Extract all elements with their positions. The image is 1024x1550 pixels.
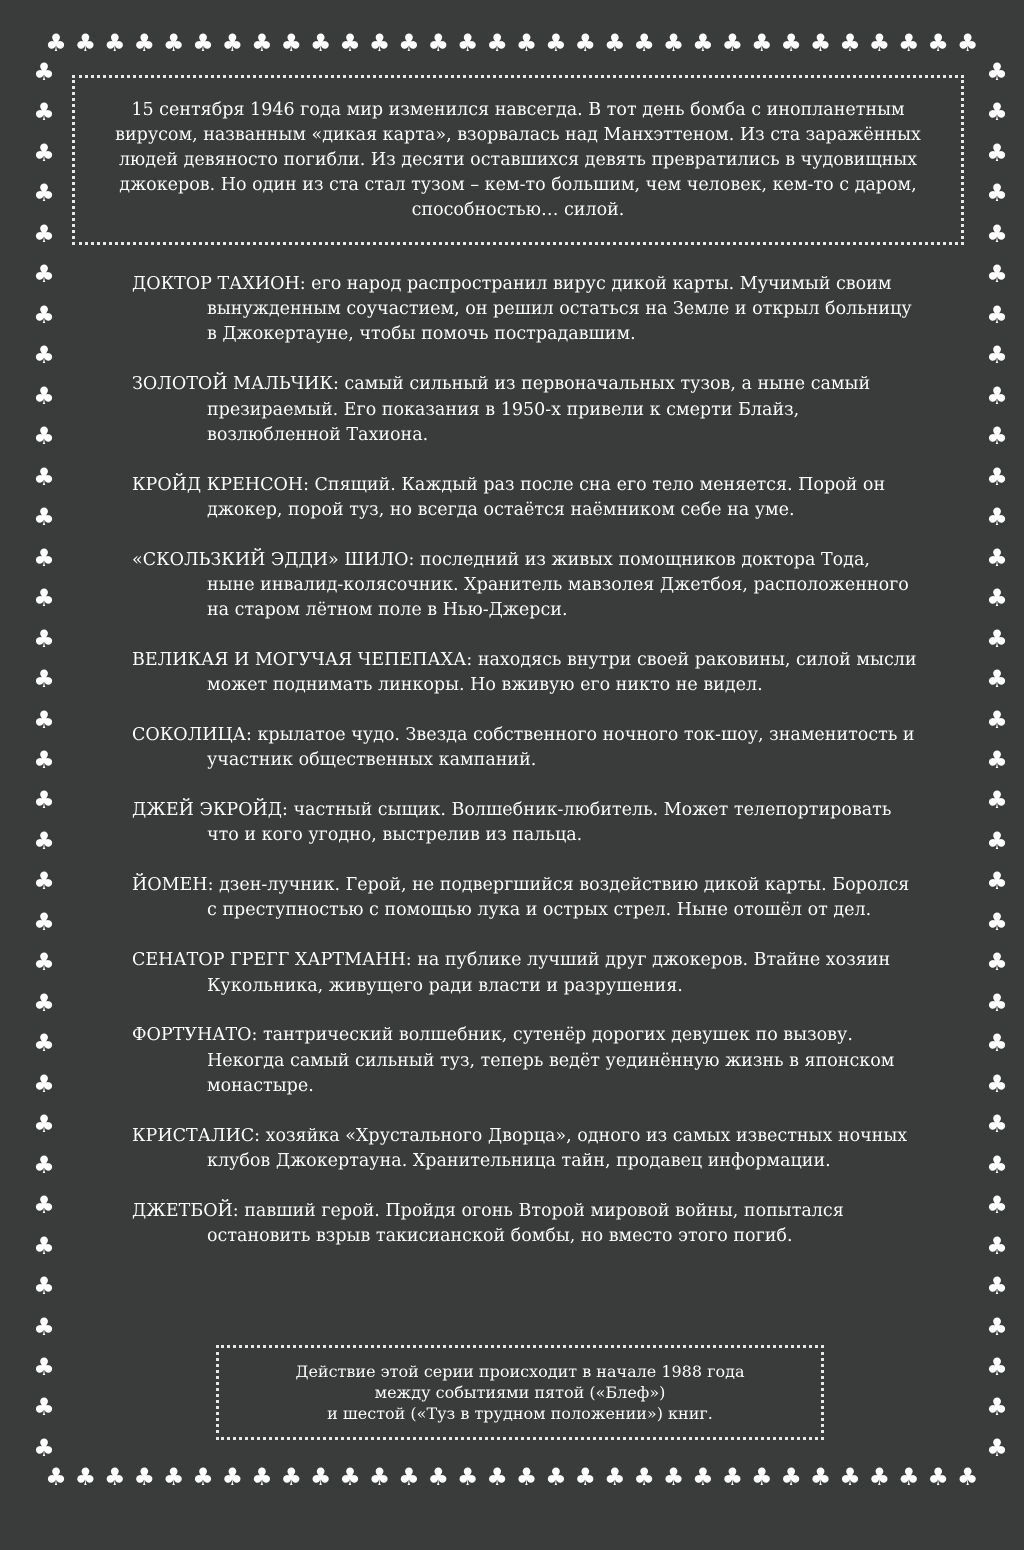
club-suit-icon: ♣ [750,1463,773,1491]
club-suit-icon: ♣ [574,29,597,57]
club-suit-icon: ♣ [33,300,55,329]
club-suit-icon: ♣ [162,29,185,57]
club-suit-icon: ♣ [33,98,55,127]
club-suit-icon: ♣ [986,543,1008,572]
club-suit-icon: ♣ [986,867,1008,896]
intro-text: 15 сентября 1946 года мир изменился навсегда. В тот день бомба с инопланетным вирусом, названным «дикая карта», взорвалась над Манхэттеном. Из ста заражённых людей девяносто погибли. Из десяти оставшихся девять превратились в чудовищных джокеров. Но один из ста стал тузом – кем-то большим, чем человек, кем-то с даром, способностью… силой. [115,99,921,220]
club-suit-icon: ♣ [721,29,744,57]
club-suit-icon: ♣ [986,1069,1008,1098]
club-suit-icon: ♣ [133,29,155,57]
club-suit-icon: ♣ [986,503,1008,532]
club-suit-icon: ♣ [162,1463,185,1491]
character-entry-golden-boy: ЗОЛОТОЙ МАЛЬЧИК: самый сильный из первоначальных тузов, а ныне самый презираемый. Его показания в 1950-х привели к смерти Блайз, возлюбленной Тахиона. [132,374,871,445]
club-suit-icon: ♣ [456,29,479,57]
club-suit-icon: ♣ [33,543,55,572]
club-suit-icon: ♣ [33,907,55,936]
club-suit-icon: ♣ [33,1110,55,1139]
club-suit-icon: ♣ [33,138,55,167]
club-suit-icon: ♣ [398,29,420,57]
club-suit-icon: ♣ [33,219,55,248]
club-suit-icon: ♣ [986,1231,1008,1260]
top-club-border [44,28,980,58]
club-suit-icon: ♣ [133,1463,155,1491]
club-suit-icon: ♣ [33,705,55,734]
club-suit-icon: ♣ [33,1029,55,1058]
series-note [295,1361,744,1424]
club-suit-icon: ♣ [251,29,273,57]
club-suit-icon: ♣ [986,665,1008,694]
character-entry-gregg-hartmann: СЕНАТОР ГРЕГГ ХАРТМАНН: на публике лучший друг джокеров. Втайне хозяин Кукольника, живущего ради власти и разрушения. [132,950,891,996]
club-suit-icon: ♣ [986,341,1008,370]
club-suit-icon: ♣ [486,29,508,57]
club-suit-icon: ♣ [956,1463,979,1491]
series-note-line: и шестой («Туз в трудном положении») книг. [327,1404,713,1423]
club-suit-icon: ♣ [33,1312,55,1341]
club-suit-icon: ♣ [33,624,55,653]
club-suit-icon: ♣ [839,29,861,57]
club-suit-icon: ♣ [427,1463,450,1491]
club-suit-icon: ♣ [986,300,1008,329]
club-suit-icon: ♣ [662,29,685,57]
club-suit-icon: ♣ [192,29,214,57]
character-list [132,272,922,1274]
club-suit-icon: ♣ [603,1463,626,1491]
intro-frame [72,75,964,245]
club-suit-icon: ♣ [986,1150,1008,1179]
club-suit-icon: ♣ [33,1272,55,1301]
series-note-line: Действие этой серии происходит в начале 1988 года [295,1362,745,1381]
club-suit-icon: ♣ [986,948,1008,977]
club-suit-icon: ♣ [986,826,1008,855]
club-suit-icon: ♣ [986,260,1008,289]
club-suit-icon: ♣ [986,422,1008,451]
club-suit-icon: ♣ [33,503,55,532]
club-suit-icon: ♣ [45,1463,67,1491]
club-suit-icon: ♣ [33,341,55,370]
club-suit-icon: ♣ [839,1463,861,1491]
club-suit-icon: ♣ [986,219,1008,248]
club-suit-icon: ♣ [986,58,1008,86]
club-suit-icon: ♣ [986,624,1008,653]
club-suit-icon: ♣ [692,29,714,57]
club-suit-icon: ♣ [33,1353,55,1381]
club-suit-icon: ♣ [780,1463,802,1491]
series-note-line: между событиями пятой («Блеф») [374,1383,666,1402]
club-suit-icon: ♣ [309,1463,332,1491]
club-suit-icon: ♣ [633,1463,655,1491]
club-suit-icon: ♣ [868,1463,891,1491]
club-suit-icon: ♣ [192,1463,214,1491]
character-entry-turtle: ВЕЛИКАЯ И МОГУЧАЯ ЧЕПЕПАХА: находясь внутри своей раковины, силой мысли может поднимать линкоры. Но вживую его никто не видел. [132,649,917,696]
club-suit-icon: ♣ [986,1272,1008,1301]
club-suit-icon: ♣ [986,745,1008,774]
club-suit-icon: ♣ [33,826,55,855]
club-suit-icon: ♣ [986,1312,1008,1341]
club-suit-icon: ♣ [986,1110,1008,1139]
club-suit-icon: ♣ [545,29,567,57]
club-suit-icon: ♣ [33,179,55,208]
series-note-frame [216,1345,824,1440]
club-suit-icon: ♣ [986,462,1008,491]
club-suit-icon: ♣ [45,29,67,57]
club-suit-icon: ♣ [927,1463,949,1491]
club-suit-icon: ♣ [986,381,1008,410]
club-suit-icon: ♣ [809,1463,832,1491]
club-suit-icon: ♣ [515,29,538,57]
club-suit-icon: ♣ [427,29,450,57]
character-entry-jay-ackroyd: ДЖЕЙ ЭКРОЙД: частный сыщик. Волшебник-любитель. Может телепортировать что и кого угодно, выстрелив из пальца. [132,800,892,846]
club-suit-icon: ♣ [456,1463,479,1491]
club-suit-icon: ♣ [280,29,302,57]
bottom-club-border [44,1462,980,1492]
club-suit-icon: ♣ [986,179,1008,208]
character-entry-chrysalis: КРИСТАЛИС: хозяйка «Хрустального Дворца», одного из самых известных ночных клубов Джокертауна. Хранительница тайн, продавец информации. [132,1125,908,1171]
character-entry-tachyon: ДОКТОР ТАХИОН: его народ распространил вирус дикой карты. Мучимый своим вынужденным соучастием, он решил остаться на Земле и открыл больницу в Джокертауне, чтобы помочь пострадавшим. [132,274,912,345]
club-suit-icon: ♣ [398,1463,420,1491]
club-suit-icon: ♣ [33,665,55,694]
club-suit-icon: ♣ [986,1433,1008,1462]
character-entry-slippery-eddie: «СКОЛЬЗКИЙ ЭДДИ» ШИЛО: последний из живых помощников доктора Тода, ныне инвалид-колясочник. Хранитель мавзолея Джетбоя, расположенного на старом лётном поле в Нью-Джерси. [132,549,909,621]
club-suit-icon: ♣ [33,867,55,896]
club-suit-icon: ♣ [74,1463,97,1491]
right-club-border [982,60,1012,1460]
club-suit-icon: ♣ [662,1463,685,1491]
club-suit-icon: ♣ [986,98,1008,127]
left-club-border [29,60,59,1460]
club-suit-icon: ♣ [33,745,55,774]
club-suit-icon: ♣ [868,29,891,57]
club-suit-icon: ♣ [74,29,97,57]
club-suit-icon: ♣ [221,29,244,57]
character-entry-croyd-crenson: КРОЙД КРЕНСОН: Спящий. Каждый раз после сна его тело меняется. Порой он джокер, порой туз, но всегда остаётся наёмником себе на уме. [132,474,886,520]
club-suit-icon: ♣ [545,1463,567,1491]
club-suit-icon: ♣ [339,1463,361,1491]
club-suit-icon: ♣ [251,1463,273,1491]
club-suit-icon: ♣ [33,381,55,410]
club-suit-icon: ♣ [309,29,332,57]
club-suit-icon: ♣ [986,786,1008,815]
club-suit-icon: ♣ [33,1231,55,1260]
club-suit-icon: ♣ [33,988,55,1017]
club-suit-icon: ♣ [898,1463,920,1491]
club-suit-icon: ♣ [986,584,1008,613]
club-suit-icon: ♣ [986,1393,1008,1422]
club-suit-icon: ♣ [339,29,361,57]
club-suit-icon: ♣ [780,29,802,57]
character-entry-peregrine: СОКОЛИЦА: крылатое чудо. Звезда собственного ночного ток-шоу, знаменитость и участник общественных кампаний. [132,725,915,771]
club-suit-icon: ♣ [33,1069,55,1098]
club-suit-icon: ♣ [33,1393,55,1422]
club-suit-icon: ♣ [603,29,626,57]
club-suit-icon: ♣ [898,29,920,57]
club-suit-icon: ♣ [515,1463,538,1491]
character-entry-fortunato: ФОРТУНАТО: тантрический волшебник, сутенёр дорогих девушек по вызову. Некогда самый сильный туз, теперь ведёт уединённую жизнь в японском монастыре. [132,1025,895,1096]
club-suit-icon: ♣ [33,260,55,289]
club-suit-icon: ♣ [104,29,126,57]
club-suit-icon: ♣ [986,1353,1008,1381]
club-suit-icon: ♣ [280,1463,302,1491]
club-suit-icon: ♣ [104,1463,126,1491]
character-entry-jetboy: ДЖЕТБОЙ: павший герой. Пройдя огонь Второй мировой войны, попытался остановить взрыв такисианской бомбы, но вместо этого погиб. [132,1200,844,1247]
club-suit-icon: ♣ [33,1150,55,1179]
club-suit-icon: ♣ [692,1463,714,1491]
club-suit-icon: ♣ [33,1433,55,1462]
club-suit-icon: ♣ [927,29,949,57]
club-suit-icon: ♣ [33,584,55,613]
club-suit-icon: ♣ [33,948,55,977]
club-suit-icon: ♣ [986,138,1008,167]
club-suit-icon: ♣ [33,1191,55,1220]
club-suit-icon: ♣ [986,1191,1008,1220]
club-suit-icon: ♣ [33,58,55,86]
club-suit-icon: ♣ [486,1463,508,1491]
club-suit-icon: ♣ [809,29,832,57]
club-suit-icon: ♣ [33,462,55,491]
club-suit-icon: ♣ [368,1463,391,1491]
club-suit-icon: ♣ [33,786,55,815]
club-suit-icon: ♣ [368,29,391,57]
club-suit-icon: ♣ [986,988,1008,1017]
club-suit-icon: ♣ [956,29,979,57]
club-suit-icon: ♣ [33,422,55,451]
character-entry-yeoman: ЙОМЕН: дзен-лучник. Герой, не подвергшийся воздействию дикой карты. Боролся с преступностью с помощью лука и острых стрел. Ныне отошёл от дел. [132,875,910,921]
club-suit-icon: ♣ [750,29,773,57]
club-suit-icon: ♣ [986,907,1008,936]
club-suit-icon: ♣ [986,705,1008,734]
club-suit-icon: ♣ [721,1463,744,1491]
club-suit-icon: ♣ [574,1463,597,1491]
club-suit-icon: ♣ [633,29,655,57]
club-suit-icon: ♣ [221,1463,244,1491]
club-suit-icon: ♣ [986,1029,1008,1058]
